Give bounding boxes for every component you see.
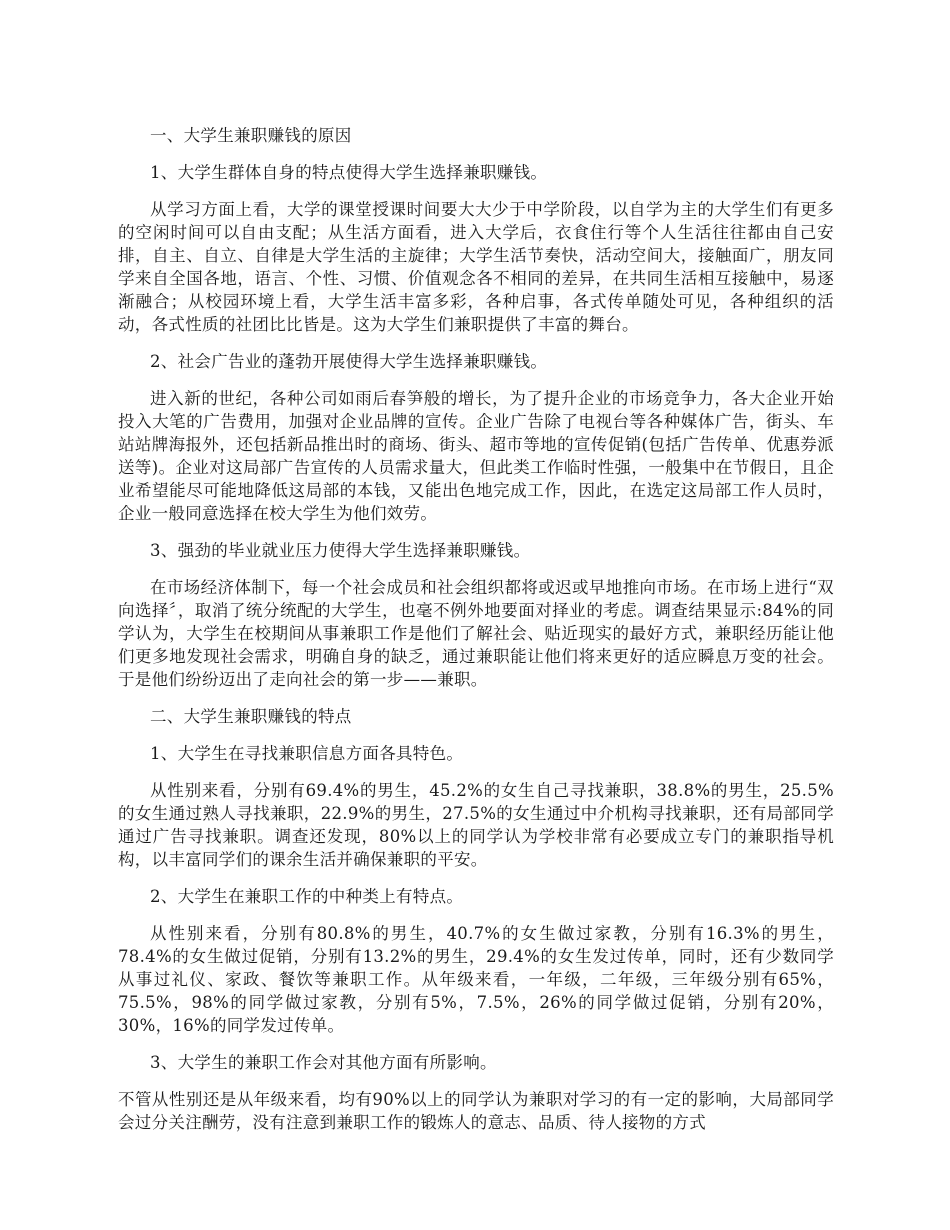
- body-paragraph: 进入新的世纪，各种公司如雨后春笋般的增长，为了提升企业的市场竞争力，各大企业开始投入大笔的广告费用，加强对企业品牌的宣传。企业广告除了电视台等各种媒体广告，街头、车站站牌海报外，还包括新品推出时的商场、街头、超市等地的宣传促销(包括广告传单、优惠券派送等)。企业对这局部广告宣传的人员需求量大，但此类工作临时性强，一般集中在节假日，且企业希望能尽可能地降低这局部的本钱，又能出色地完成工作，因此，在选定这局部工作人员时，企业一般同意选择在校大学生为他们效劳。: [118, 389, 834, 523]
- document-body: [118, 124, 834, 1134]
- subsection-heading: 2、社会广告业的蓬勃开展使得大学生选择兼职赚钱。: [150, 352, 548, 371]
- body-paragraph: 从性别来看，分别有80.8%的男生，40.7%的女生做过家教，分别有16.3%的男生，78.4%的女生做过促销，分别有13.2%的男生，29.4%的女生发过传单，同时，还有少数同学从事过礼仪、家政、餐饮等兼职工作。从年级来看，一年级，二年级，三年级分别有65%，75.5%，98%的同学做过家教，分别有5%，7.5%，26%的同学做过促销，分别有20%，30%，16%的同学发过传单。: [118, 924, 834, 1035]
- section-heading: 一、大学生兼职赚钱的原因: [150, 126, 352, 145]
- subsection-heading: 3、强劲的毕业就业压力使得大学生选择兼职赚钱。: [150, 541, 531, 560]
- subsection-heading: 1、大学生在寻找兼职信息方面各具特色。: [150, 744, 464, 763]
- subsection-heading: 3、大学生的兼职工作会对其他方面有所影响。: [150, 1053, 497, 1072]
- section-heading: 二、大学生兼职赚钱的特点: [150, 707, 352, 726]
- body-paragraph: 在市场经济体制下，每一个社会成员和社会组织都将或迟或早地推向市场。在市场上进行“双向选择〞，取消了统分统配的大学生，也毫不例外地要面对择业的考虑。调查结果显示:84%的同学认为，大学生在校期间从事兼职工作是他们了解社会、贴近现实的最好方式，兼职经历能让他们更多地发现社会需求，明确自身的缺乏，通过兼职能让他们将来更好的适应瞬息万变的社会。于是他们纷纷迈出了走向社会的第一步——兼职。: [118, 578, 834, 689]
- subsection-heading: 2、大学生在兼职工作的中种类上有特点。: [150, 887, 464, 906]
- body-paragraph: 从性别来看，分别有69.4%的男生，45.2%的女生自己寻找兼职，38.8%的男生，25.5%的女生通过熟人寻找兼职，22.9%的男生，27.5%的女生通过中介机构寻找兼职，还有局部同学通过广告寻找兼职。调查还发现，80%以上的同学认为学校非常有必要成立专门的兼职指导机构，以丰富同学们的课余生活并确保兼职的平安。: [118, 781, 834, 869]
- body-paragraph: 从学习方面上看，大学的课堂授课时间要大大少于中学阶段，以自学为主的大学生们有更多的空闲时间可以自由支配；从生活方面看，进入大学后，衣食住行等个人生活往往都由自己安排，自主、自立、自律是大学生活的主旋律；大学生活节奏快，活动空间大，接触面广，朋友同学来自全国各地，语言、个性、习惯、价值观念各不相同的差异，在共同生活相互接触中，易逐渐融合；从校园环境上看，大学生活丰富多彩，各种启事，各式传单随处可见，各种组织的活动，各式性质的社团比比皆是。这为大学生们兼职提供了丰富的舞台。: [118, 200, 834, 334]
- subsection-heading: 1、大学生群体自身的特点使得大学生选择兼职赚钱。: [150, 163, 548, 182]
- body-paragraph-unindented: 不管从性别还是从年级来看，均有90%以上的同学认为兼职对学习的有一定的影响，大局部同学会过分关注酬劳，没有注意到兼职工作的锻炼人的意志、品质、待人接物的方式: [118, 1090, 834, 1132]
